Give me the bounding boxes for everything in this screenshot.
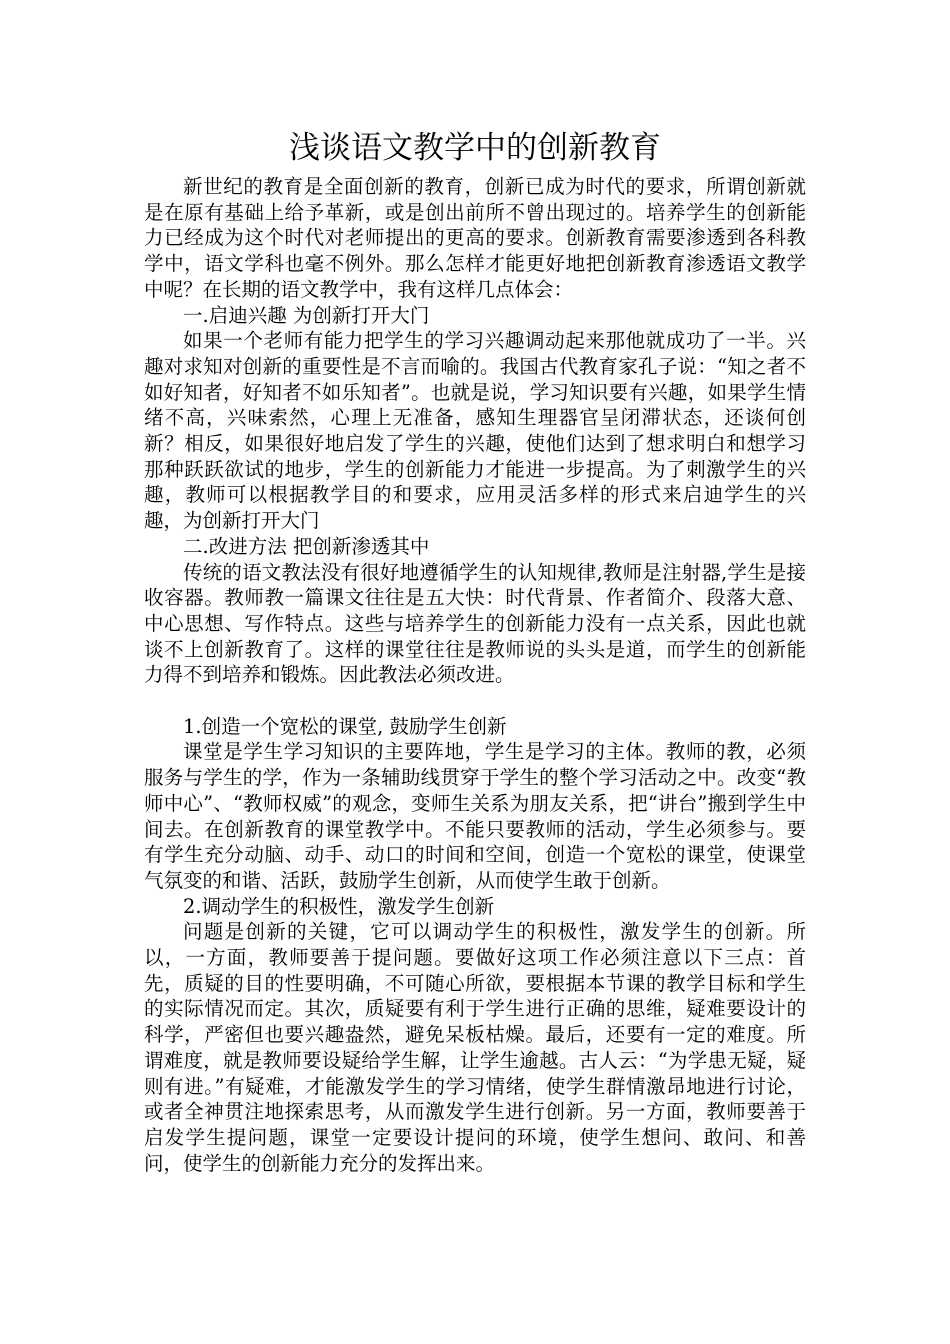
subsection-1-paragraph: 课堂是学生学习知识的主要阵地，学生是学习的主体。教师的教，必须服务与学生的学，作为一条辅助线贯穿于学生的整个学习活动之中。改变“教师中心”、“教师权威”的观念，变师生关系为朋友关系，把“讲台”搬到学生中间去。在创新教育的课堂教学中。不能只要教师的活动，学生必须参与。要有学生充分动脑、动手、动口的时间和空间，创造一个宽松的课堂，使课堂气氛变的和谐、活跃，鼓励学生创新，从而使学生敢于创新。 [144,740,806,892]
section-heading-2: 二.改进方法 把创新渗透其中 [183,534,430,558]
blank-line [144,688,806,714]
section-1-paragraph: 如果一个老师有能力把学生的学习兴趣调动起来那他就成功了一半。兴趣对求知对创新的重要性是不言而喻的。我国古代教育家孔子说：“知之者不如好知者，好知者不如乐知者”。也就是说，学习知识要有兴趣，如果学生情绪不高，兴味索然，心理上无准备，感知生理器官呈闭滞状态，还谈何创新？相反，如果很好地启发了学生的兴趣，使他们达到了想求明白和想学习那种跃跃欲试的地步，学生的创新能力才能进一步提高。为了刺激学生的兴趣，教师可以根据教学目的和要求，应用灵活多样的形式来启迪学生的兴趣，为创新打开大门 [144,329,806,533]
intro-paragraph: 新世纪的教育是全面创新的教育，创新已成为时代的要求，所谓创新就是在原有基础上给予革新，或是创出前所不曾出现过的。培养学生的创新能力已经成为这个时代对老师提出的更高的要求。创新教育需要渗透到各科教学中，语文学科也毫不例外。那么怎样才能更好地把创新教育渗透语文教学中呢？在长期的语文教学中，我有这样几点体会： [144,175,806,301]
document-page [144,126,806,1176]
subsection-heading-2: 2.调动学生的积极性，激发学生创新 [183,894,495,918]
document-title: 浅谈语文教学中的创新教育 [289,130,661,166]
subsection-2-paragraph: 问题是创新的关键，它可以调动学生的积极性，激发学生的创新。所以，一方面，教师要善于提问题。要做好这项工作必须注意以下三点：首先，质疑的目的性要明确，不可随心所欲，要根据本节课的教学目标和学生的实际情况而定。其次，质疑要有利于学生进行正确的思维，疑难要设计的科学，严密但也要兴趣盎然，避免呆板枯燥。最后，还要有一定的难度。所谓难度，就是教师要设疑给学生解，让学生逾越。古人云：“为学患无疑，疑则有进。”有疑难，才能激发学生的学习情绪，使学生群情激昂地进行讨论，或者全神贯注地探索思考，从而激发学生进行创新。另一方面，教师要善于启发学生提问题，课堂一定要设计提问的环境，使学生想问、敢问、和善问，使学生的创新能力充分的发挥出来。 [144,920,806,1175]
section-2-paragraph: 传统的语文教法没有很好地遵循学生的认知规律,教师是注射器,学生是接收容器。教师教一篇课文往往是五大快：时代背景、作者简介、段落大意、中心思想、写作特点。这些与培养学生的创新能力没有一点关系，因此也就谈不上创新教育了。这样的课堂往往是教师说的头头是道，而学生的创新能力得不到培养和锻炼。因此教法必须改进。 [144,560,806,687]
subsection-heading-1: 1.创造一个宽松的课堂, 鼓励学生创新 [183,714,507,738]
section-heading-1: 一.启迪兴趣 为创新打开大门 [183,303,430,327]
